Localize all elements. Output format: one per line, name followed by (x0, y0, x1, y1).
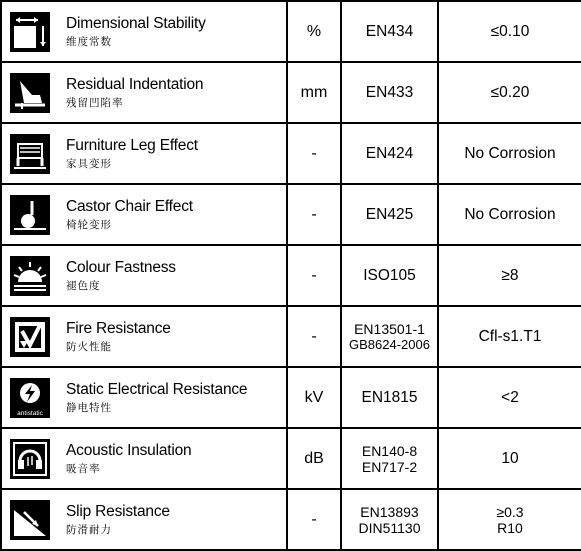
property-name-chinese: 家具变形 (66, 157, 112, 170)
unit-cell: - (287, 123, 341, 184)
value-line: 10 (501, 449, 519, 467)
property-cell (1, 306, 287, 367)
property-name: Static Electrical Resistance (66, 380, 248, 398)
table-row (1, 489, 581, 550)
standard-line: ISO105 (363, 266, 416, 284)
standard-line: EN140-8 (361, 442, 418, 459)
standard-line: EN13501-1 (354, 320, 425, 337)
unit-cell: mm (287, 62, 341, 123)
value-line: ≥0.3 (496, 503, 524, 520)
table-row (1, 1, 581, 62)
unit-cell: % (287, 1, 341, 62)
standard-cell (341, 489, 438, 550)
standard-line: EN433 (365, 83, 414, 101)
table-row (1, 184, 581, 245)
property-name-chinese: 褪色度 (66, 279, 101, 292)
property-cell (1, 367, 287, 428)
furniture-leg-icon (10, 134, 50, 174)
standard-cell (341, 428, 438, 489)
value-cell (438, 367, 581, 428)
value-cell (438, 184, 581, 245)
table-row (1, 123, 581, 184)
antistatic-label: antistatic (17, 409, 43, 417)
property-name: Residual Indentation (66, 75, 204, 93)
residual-indentation-icon (10, 73, 50, 113)
standard-cell (341, 62, 438, 123)
unit-cell: - (287, 184, 341, 245)
property-name: Dimensional Stability (66, 14, 206, 32)
colour-fastness-icon (10, 256, 50, 296)
value-line: ≤0.10 (490, 22, 530, 40)
table-row (1, 62, 581, 123)
value-cell (438, 428, 581, 489)
standard-line: EN425 (365, 205, 414, 223)
standard-line: EN717-2 (361, 458, 418, 475)
unit-cell: - (287, 489, 341, 550)
value-line: ≤0.20 (490, 83, 530, 101)
castor-chair-icon (10, 195, 50, 235)
table-row (1, 245, 581, 306)
property-name: Acoustic Insulation (66, 441, 192, 459)
value-cell (438, 1, 581, 62)
value-cell (438, 123, 581, 184)
standard-cell (341, 245, 438, 306)
value-line: <2 (501, 388, 519, 406)
standard-line: EN424 (365, 144, 414, 162)
property-name: Castor Chair Effect (66, 197, 193, 215)
antistatic-icon (10, 378, 50, 418)
property-cell (1, 245, 287, 306)
standard-cell (341, 123, 438, 184)
property-name: Slip Resistance (66, 502, 170, 520)
property-cell (1, 489, 287, 550)
value-cell (438, 245, 581, 306)
property-name-chinese: 防火性能 (66, 340, 112, 353)
standard-cell (341, 306, 438, 367)
unit-cell: kV (287, 367, 341, 428)
property-name-chinese: 静电特性 (66, 401, 112, 414)
property-name-chinese: 吸音率 (66, 462, 101, 475)
slip-resistance-icon (10, 500, 50, 540)
property-name-chinese: 维度常数 (66, 35, 112, 48)
table-row (1, 428, 581, 489)
property-cell (1, 1, 287, 62)
standard-cell (341, 367, 438, 428)
property-cell (1, 62, 287, 123)
property-name: Colour Fastness (66, 258, 176, 276)
unit-cell: - (287, 245, 341, 306)
standard-cell (341, 1, 438, 62)
standard-line: GB8624-2006 (349, 336, 430, 352)
unit-cell: - (287, 306, 341, 367)
property-name-chinese: 椅轮变形 (66, 218, 112, 231)
unit-cell: dB (287, 428, 341, 489)
property-cell (1, 428, 287, 489)
value-line: R10 (497, 519, 523, 536)
fire-resistance-icon (10, 317, 50, 357)
acoustic-insulation-icon (10, 439, 50, 479)
standard-line: DIN51130 (358, 519, 421, 536)
property-name: Fire Resistance (66, 319, 171, 337)
dimensional-stability-icon (10, 12, 50, 52)
standard-line: EN13893 (360, 503, 419, 520)
property-cell (1, 123, 287, 184)
standard-line: EN1815 (361, 388, 418, 406)
standard-line: EN434 (365, 22, 414, 40)
value-line: Cfl-s1.T1 (478, 327, 542, 345)
value-cell (438, 62, 581, 123)
value-line: ≥8 (501, 266, 519, 284)
property-name-chinese: 防滑耐力 (66, 523, 112, 536)
value-line: No Corrosion (464, 205, 556, 223)
value-cell (438, 306, 581, 367)
standard-cell (341, 184, 438, 245)
value-cell (438, 489, 581, 550)
property-name: Furniture Leg Effect (66, 136, 198, 154)
table-row (1, 367, 581, 428)
property-cell (1, 184, 287, 245)
value-line: No Corrosion (464, 144, 556, 162)
table-row (1, 306, 581, 367)
property-name-chinese: 残留凹陷率 (66, 96, 124, 109)
